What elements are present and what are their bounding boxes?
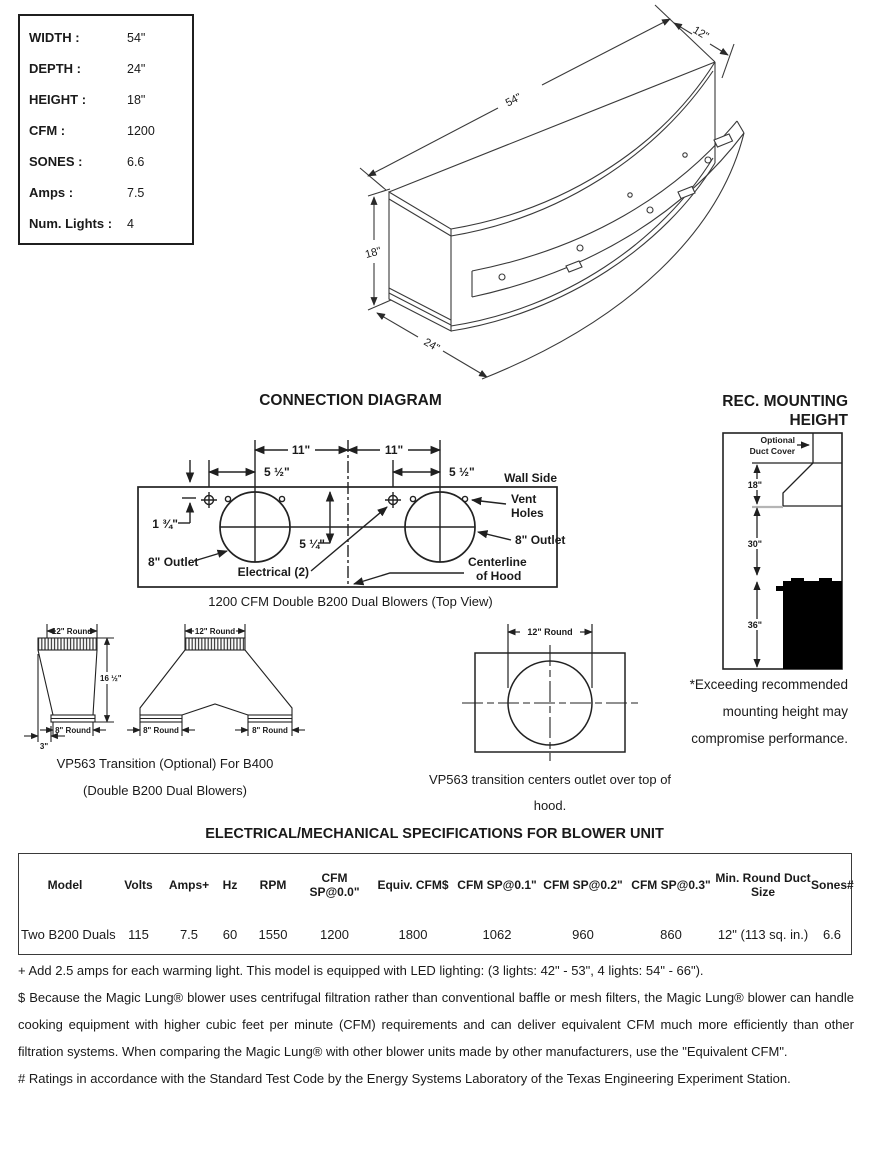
mounting-title-line1: REC. MOUNTING: [722, 393, 848, 410]
vent-holes-label-line1: Vent: [511, 492, 537, 506]
outlet-dim-12-label: 12" Round: [527, 627, 573, 637]
spec-row-width: [20, 22, 192, 53]
connection-diagram-drawing: [128, 435, 573, 615]
iso-dim-height-label: 18": [363, 245, 383, 261]
footnote-hash: # Ratings in accordance with the Standard Test Code by the Energy Systems Laboratory of the Texas Engineering Experiment Station.: [18, 1071, 791, 1086]
spec-value: 6.6: [127, 155, 145, 169]
spec-row-lights: [20, 208, 192, 239]
transition-caption-line2: (Double B200 Dual Blowers): [82, 783, 248, 798]
dim-5half-left-label: 5 ½": [264, 465, 290, 479]
dim-5half-right-label: 5 ½": [449, 465, 475, 479]
spec-label: SONES :: [29, 154, 83, 169]
cell-duct-size: 12" (113 sq. in.): [717, 927, 809, 943]
header-cfm-sp02: CFM SP@0.2": [543, 877, 623, 892]
trans-dim-8-right-label: 8" Round: [252, 726, 288, 735]
trans-dim-3-label: 3": [39, 742, 49, 751]
hood-isometric-drawing: [330, 0, 869, 380]
spec-label: HEIGHT :: [29, 92, 87, 107]
cell-cfm-sp01: 1062: [482, 927, 512, 943]
trans-dim-12-right-label: 12" Round: [194, 627, 236, 636]
connection-diagram-title: CONNECTION DIAGRAM: [259, 392, 442, 409]
spec-label: Num. Lights :: [29, 216, 113, 231]
spec-table-data-row: [19, 915, 853, 954]
cell-amps: 7.5: [179, 927, 199, 943]
header-equiv-cfm: Equiv. CFM$: [377, 877, 449, 892]
centerline-label-line1: Centerline: [468, 555, 527, 569]
duct-cover-label-line2: Duct Cover: [749, 446, 795, 456]
header-cfm-sp00: CFM SP@0.0": [309, 870, 360, 899]
spec-value: 24": [127, 62, 146, 76]
spec-row-cfm: [20, 115, 192, 146]
vp563-transition-drawing: [18, 618, 313, 758]
mounting-note-line1: *Exceeding recommended: [689, 677, 848, 692]
mounting-title-line2: HEIGHT: [789, 412, 848, 429]
trans-dim-8-left-label: 8" Round: [55, 726, 91, 735]
duct-cover-label-line1: Optional: [760, 435, 795, 445]
trans-dim-8-mid-label: 8" Round: [143, 726, 179, 735]
mount-dim-18-label: 18": [747, 480, 762, 490]
spec-value: 54": [127, 31, 146, 45]
cell-equiv-cfm: 1800: [398, 927, 428, 943]
header-amps: Amps+: [168, 877, 210, 892]
cell-cfm-sp00: 1200: [320, 927, 349, 943]
iso-dim-end-label: 12": [690, 24, 711, 43]
mounting-height-drawing: [716, 430, 850, 672]
trans-dim-12-left-label: 12" Round: [51, 627, 93, 636]
mount-dim-36-label: 36": [747, 620, 762, 630]
spec-label: CFM :: [29, 123, 66, 138]
spec-row-height: [20, 84, 192, 115]
cell-sones: 6.6: [822, 927, 842, 943]
iso-dim-depth-label: 24": [421, 336, 442, 355]
footnote-dollar: $ Because the Magic Lung® blower uses centrifugal filtration rather than conventional baffle or mesh filters, the Magic Lung® blower can handle cooking equipment with higher cubic feet per minute (CFM) requirements and can deliver equivalent CFM much more efficiently than other filtration systems. When comparing the Magic Lung® with other blower units made by other manufacturers, use the "Equivalent CFM".: [18, 990, 854, 1059]
spec-table-title: ELECTRICAL/MECHANICAL SPECIFICATIONS FOR BLOWER UNIT: [205, 826, 664, 842]
outlet-left-label: 8" Outlet: [148, 555, 199, 569]
outlet-centering-drawing: [450, 618, 650, 768]
spec-value: 7.5: [127, 186, 145, 200]
footnotes: [18, 957, 854, 1092]
dim-11-right-label: 11": [384, 443, 404, 457]
cell-hz: 60: [222, 927, 238, 943]
spec-row-depth: [20, 53, 192, 84]
cell-model: Two B200 Duals: [21, 927, 116, 943]
spec-value: 4: [127, 217, 134, 231]
header-model: Model: [47, 877, 83, 892]
iso-dim-width-label: 54": [503, 91, 524, 110]
mounting-note-line2: mounting height may: [722, 704, 848, 719]
spec-value: 1200: [127, 124, 155, 138]
header-volts: Volts: [124, 877, 153, 892]
mounting-height-title: [690, 392, 848, 430]
outlet-caption-line2: hood.: [533, 798, 567, 813]
spec-table-header-row: [19, 854, 853, 915]
dim-1-34-label: 1 ¾": [152, 517, 178, 531]
cell-cfm-sp03: 860: [660, 927, 682, 943]
spec-label: WIDTH :: [29, 30, 80, 45]
spec-row-sones: [20, 146, 192, 177]
cell-volts: 115: [128, 927, 149, 943]
cell-cfm-sp02: 960: [572, 927, 594, 943]
header-cfm-sp01: CFM SP@0.1": [457, 877, 537, 892]
spec-row-amps: [20, 177, 192, 208]
header-rpm: RPM: [259, 877, 287, 892]
wall-side-label: Wall Side: [504, 471, 557, 485]
vent-holes-label-line2: Holes: [511, 506, 544, 520]
header-hz: Hz: [222, 877, 238, 892]
transition-caption-line1: VP563 Transition (Optional) For B400: [56, 756, 274, 771]
connection-diagram-caption: 1200 CFM Double B200 Dual Blowers (Top View): [208, 594, 493, 609]
dim-11-left-label: 11": [291, 443, 311, 457]
mounting-height-note: [655, 671, 848, 752]
spec-label: DEPTH :: [29, 61, 81, 76]
trans-dim-16half-label: 16 ½": [100, 674, 122, 683]
header-duct-size: Min. Round Duct Size: [715, 870, 811, 899]
header-cfm-sp03: CFM SP@0.3": [631, 877, 711, 892]
mount-dim-30-label: 30": [747, 539, 762, 549]
spec-table: [18, 853, 852, 955]
electrical-label: Electrical (2): [237, 565, 309, 579]
mounting-note-line3: compromise performance.: [691, 731, 848, 746]
header-sones: Sones#: [811, 877, 854, 892]
footnote-plus: + Add 2.5 amps for each warming light. This model is equipped with LED lighting: (3 lights: 42" - 53", 4 lights: 54" - 66").: [18, 963, 704, 978]
dimensions-spec-box: [18, 14, 194, 245]
dim-5-14-label: 5 ¼": [299, 537, 325, 551]
outlet-caption-line1: VP563 transition centers outlet over top of: [428, 772, 672, 787]
centerline-label-line2: of Hood: [476, 569, 522, 583]
spec-value: 18": [127, 93, 146, 107]
cell-rpm: 1550: [258, 927, 288, 943]
spec-label: Amps :: [29, 185, 74, 200]
range-silhouette: [776, 578, 842, 669]
outlet-right-label: 8" Outlet: [515, 533, 566, 547]
